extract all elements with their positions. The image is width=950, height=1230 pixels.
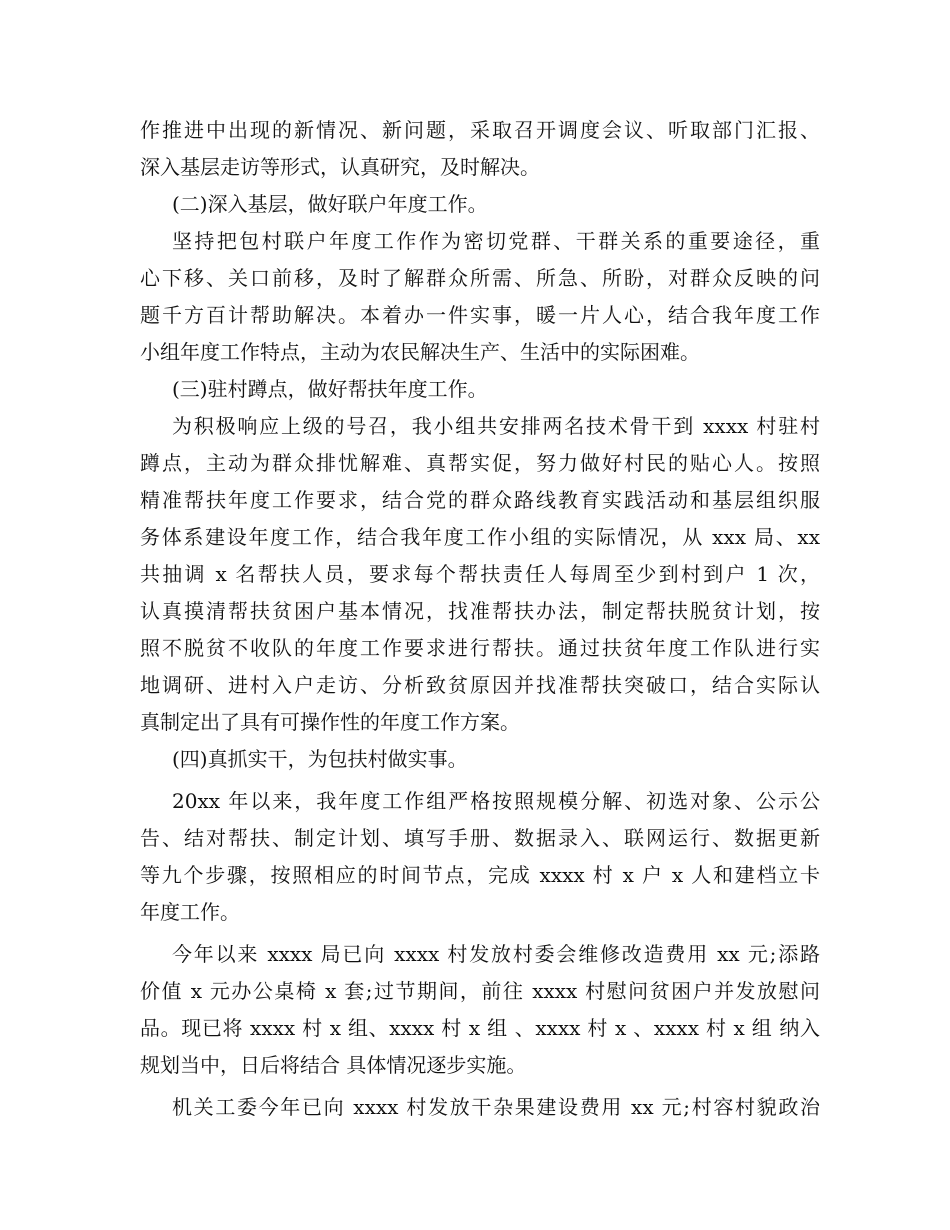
text-line: 价值 x 元办公桌椅 x 套;过节期间，前往 xxxx 村慰问贫困户并发放慰问	[140, 979, 820, 1003]
text-line: 题千方百计帮助解决。本着办一件实事，暖一片人心，结合我年度工作	[140, 303, 820, 327]
text-line: 告、结对帮扶、制定计划、填写手册、数据录入、联网运行、数据更新	[140, 826, 820, 850]
section-heading: (四)真抓实干，为包扶村做实事。	[172, 747, 468, 771]
text-line: 蹲点，主动为群众排忧解难、真帮实促，努力做好村民的贴心人。按照	[140, 451, 820, 475]
text-line: 等九个步骤，按照相应的时间节点，完成 xxxx 村 x 户 x 人和建档立卡	[140, 863, 820, 887]
text-line: 20xx 年以来，我年度工作组严格按照规模分解、初选对象、公示公	[172, 789, 820, 813]
text-line: 规划当中，日后将结合 具体情况逐步实施。	[140, 1053, 527, 1077]
text-line: 作推进中出现的新情况、新问题，采取召开调度会议、听取部门汇报、	[140, 118, 820, 142]
text-line: 今年以来 xxxx 局已向 xxxx 村发放村委会维修改造费用 xx 元;添路	[172, 942, 820, 966]
text-line: 地调研、进村入户走访、分析致贫原因并找准帮扶突破口，结合实际认	[140, 673, 820, 697]
document-body	[140, 112, 820, 1126]
text-line: 年度工作。	[140, 900, 240, 924]
text-line: 坚持把包村联户年度工作作为密切党群、干群关系的重要途径，重	[172, 229, 820, 253]
text-line: 真制定出了具有可操作性的年度工作方案。	[140, 710, 520, 734]
text-line: 机关工委今年已向 xxxx 村发放干杂果建设费用 xx 元;村容村貌政治	[172, 1095, 820, 1119]
text-line: 小组年度工作特点，主动为农民解决生产、生活中的实际困难。	[140, 340, 700, 364]
text-line: 为积极响应上级的号召，我小组共安排两名技术骨干到 xxxx 村驻村	[172, 414, 820, 438]
section-heading: (三)驻村蹲点，做好帮扶年度工作。	[172, 377, 488, 401]
text-line: 深入基层走访等形式，认真研究，及时解决。	[140, 155, 540, 179]
text-line: 精准帮扶年度工作要求，结合党的群众路线教育实践活动和基层组织服	[140, 488, 820, 512]
text-line: 照不脱贫不收队的年度工作要求进行帮扶。通过扶贫年度工作队进行实	[140, 636, 820, 660]
text-line: 心下移、关口前移，及时了解群众所需、所急、所盼，对群众反映的问	[140, 266, 820, 290]
text-line: 共抽调 x 名帮扶人员，要求每个帮扶责任人每周至少到村到户 1 次，	[140, 562, 820, 586]
text-line: 务体系建设年度工作，结合我年度工作小组的实际情况，从 xxx 局、xx	[140, 525, 820, 549]
text-line: 品。现已将 xxxx 村 x 组、xxxx 村 x 组 、xxxx 村 x 、xxxx 村 x 组 纳入	[140, 1016, 820, 1040]
text-line: 认真摸清帮扶贫困户基本情况，找准帮扶办法，制定帮扶脱贫计划，按	[140, 599, 820, 623]
section-heading: (二)深入基层，做好联户年度工作。	[172, 192, 488, 216]
